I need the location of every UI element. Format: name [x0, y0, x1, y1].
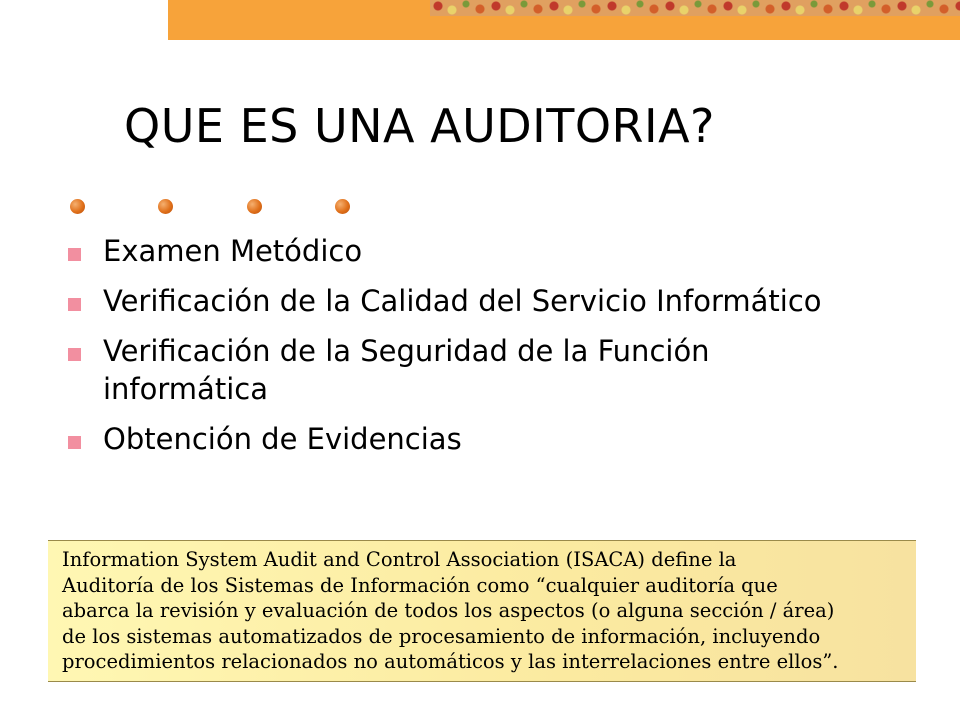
decorative-dot: [70, 199, 85, 214]
bullet-item: [68, 232, 828, 270]
isaca-definition-text: Information System Audit and Control Association (ISACA) define la Auditoría de los Sistemas de Información como “cualquier auditoría que abarca la revisión y evaluación de todos los aspectos (o alguna sección / área) de los sistemas automatizados de procesamiento de información, incluyendo procedimientos relacionados no automáticos y las interrelaciones entre ellos”.: [62, 548, 839, 673]
bullet-text: Obtención de Evidencias: [103, 422, 462, 456]
decorative-floral-strip: [430, 0, 960, 16]
bullet-item: [68, 332, 828, 408]
decorative-dot: [247, 199, 262, 214]
bullet-item: [68, 282, 828, 320]
top-banner: [168, 0, 960, 40]
bullet-text: Examen Metódico: [103, 234, 363, 268]
decorative-dot: [335, 199, 350, 214]
slide-title: QUE ES UNA AUDITORIA?: [124, 99, 715, 153]
decorative-dot: [158, 199, 173, 214]
square-bullet-icon: [68, 248, 81, 261]
bullet-list: [68, 232, 828, 470]
square-bullet-icon: [68, 348, 81, 361]
bullet-item: [68, 420, 828, 458]
square-bullet-icon: [68, 298, 81, 311]
decorative-dots: [70, 199, 370, 215]
bullet-text: Verificación de la Seguridad de la Función informática: [103, 334, 710, 406]
square-bullet-icon: [68, 436, 81, 449]
isaca-definition-box: [48, 540, 916, 682]
bullet-text: Verificación de la Calidad del Servicio Informático: [103, 284, 822, 318]
